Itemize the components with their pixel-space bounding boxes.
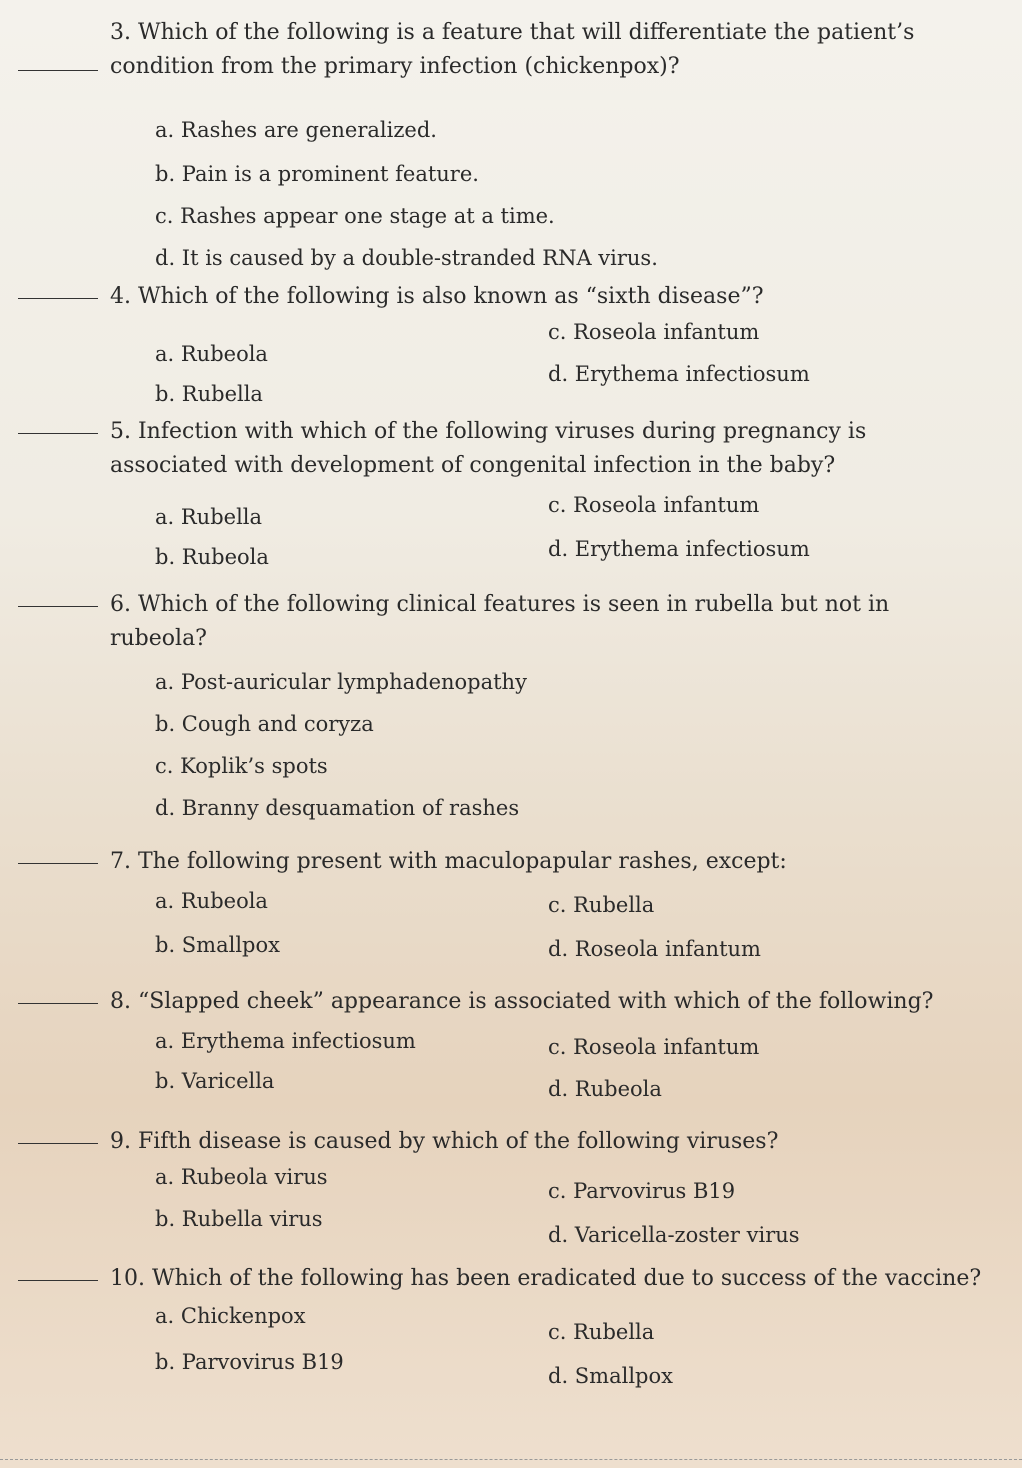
option-b: b. Cough and coryza <box>155 712 374 736</box>
option-a: a. Rashes are generalized. <box>155 118 437 142</box>
answer-blank[interactable] <box>18 863 98 864</box>
option-a: a. Rubeola <box>155 889 268 913</box>
option-a: a. Rubeola virus <box>155 1165 328 1189</box>
option-b: b. Pain is a prominent feature. <box>155 162 479 186</box>
option-c: c. Rubella <box>548 1320 655 1344</box>
option-d: d. Erythema infectiosum <box>548 362 810 386</box>
option-a: a. Rubeola <box>155 342 268 366</box>
page-bottom-divider <box>0 1459 1022 1460</box>
option-c: c. Roseola infantum <box>548 1035 760 1059</box>
option-c: c. Rashes appear one stage at a time. <box>155 204 555 228</box>
option-a: a. Post-auricular lymphadenopathy <box>155 670 527 694</box>
answer-blank[interactable] <box>18 606 98 607</box>
option-d: d. Erythema infectiosum <box>548 537 810 561</box>
option-c: c. Koplik’s spots <box>155 754 328 778</box>
answer-blank[interactable] <box>18 1143 98 1144</box>
answer-blank[interactable] <box>18 1003 98 1004</box>
answer-blank[interactable] <box>18 298 98 299</box>
question-text: 4. Which of the following is also known as “sixth disease”? <box>110 284 764 309</box>
option-a: a. Erythema infectiosum <box>155 1029 416 1053</box>
answer-blank[interactable] <box>18 70 98 71</box>
answer-blank[interactable] <box>18 1280 98 1281</box>
option-d: d. Varicella-zoster virus <box>548 1223 800 1247</box>
option-d: d. Roseola infantum <box>548 937 761 961</box>
option-c: c. Roseola infantum <box>548 493 760 517</box>
question-text: 7. The following present with maculopapular rashes, except: <box>110 849 787 874</box>
question-text: 10. Which of the following has been eradicated due to success of the vaccine? <box>110 1266 982 1291</box>
option-c: c. Rubella <box>548 893 655 917</box>
question-text: 3. Which of the following is a feature that will differentiate the patient’s condition from the primary infection (chickenpox)? <box>110 20 915 79</box>
option-c: c. Roseola infantum <box>548 320 760 344</box>
option-d: d. Smallpox <box>548 1364 673 1388</box>
option-b: b. Rubella virus <box>155 1207 323 1231</box>
question-text: 9. Fifth disease is caused by which of the following viruses? <box>110 1129 779 1154</box>
option-a: a. Chickenpox <box>155 1304 306 1328</box>
option-b: b. Rubella <box>155 382 263 406</box>
answer-blank[interactable] <box>18 433 98 434</box>
option-d: d. Branny desquamation of rashes <box>155 796 520 820</box>
question-text: 6. Which of the following clinical features is seen in rubella but not in rubeola? <box>110 592 890 651</box>
question-text: 8. “Slapped cheek” appearance is associated with which of the following? <box>110 989 934 1014</box>
option-a: a. Rubella <box>155 505 263 529</box>
question-text: 5. Infection with which of the following viruses during pregnancy is associated with development of congenital infection in the baby? <box>110 419 867 478</box>
option-b: b. Smallpox <box>155 933 280 957</box>
option-b: b. Parvovirus B19 <box>155 1350 344 1374</box>
option-d: d. It is caused by a double-stranded RNA virus. <box>155 246 658 270</box>
option-d: d. Rubeola <box>548 1077 662 1101</box>
option-b: b. Varicella <box>155 1069 275 1093</box>
option-c: c. Parvovirus B19 <box>548 1179 736 1203</box>
option-b: b. Rubeola <box>155 545 269 569</box>
